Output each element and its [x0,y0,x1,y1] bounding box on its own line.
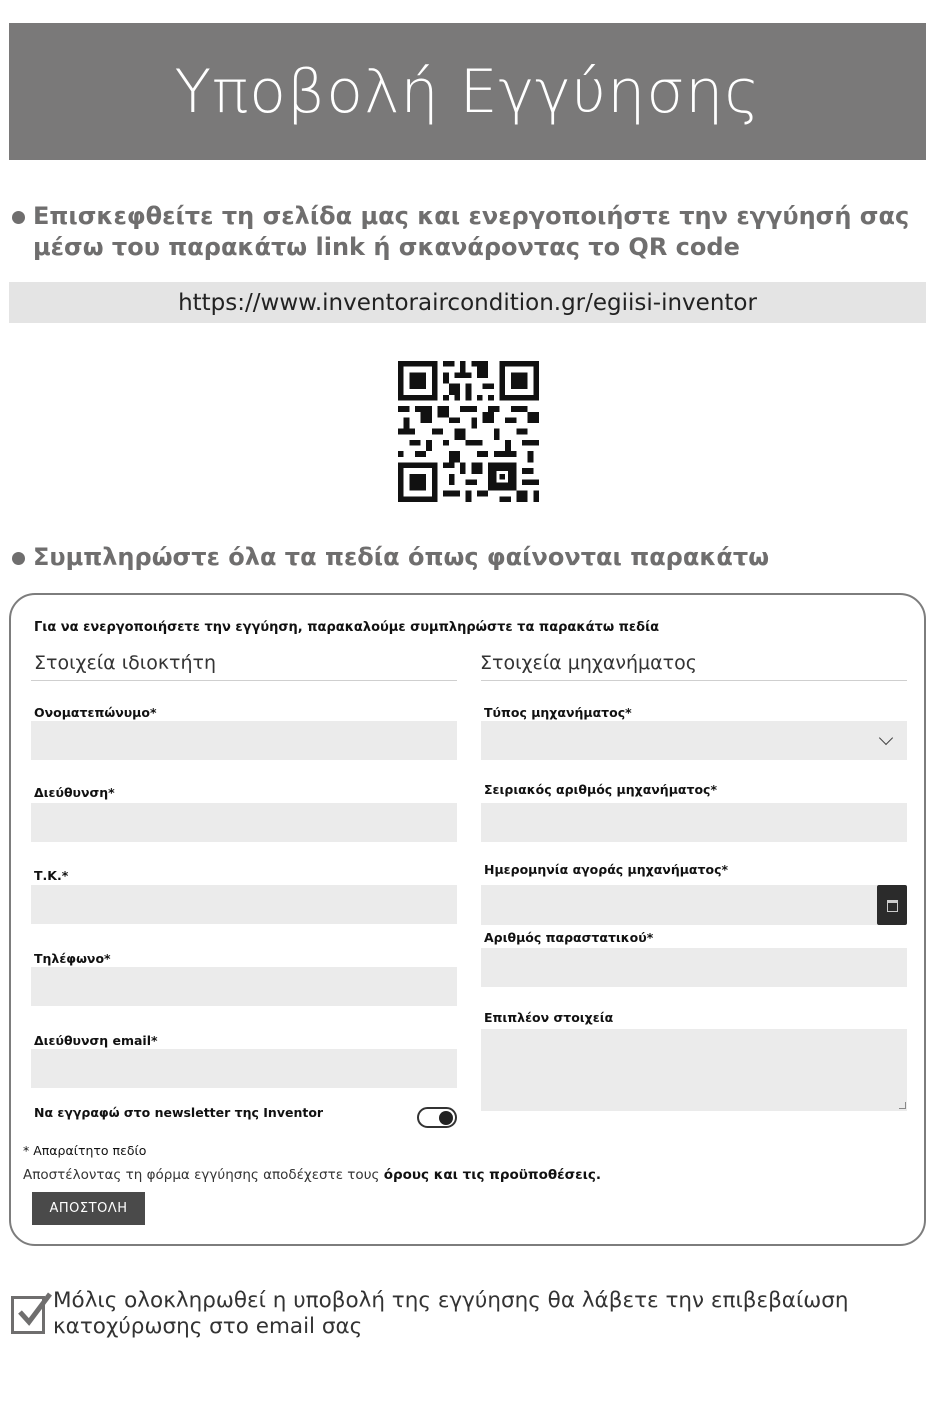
address-label: Διεύθυνση* [34,785,115,800]
purchase-date-input[interactable] [481,885,877,925]
terms-text [23,1167,601,1183]
machine-section-title: Στοιχεία μηχανήματος [480,652,697,674]
receipt-input[interactable] [481,948,907,987]
zip-input[interactable] [31,885,457,924]
name-input[interactable] [31,721,457,760]
instruction-fill-text: Συμπληρώστε όλα τα πεδία όπως φαίνονται παρακάτω [33,543,770,571]
chevron-down-icon [879,731,893,745]
address-input[interactable] [31,803,457,842]
newsletter-label: Να εγγραφώ στο newsletter της Inventor [34,1105,324,1120]
newsletter-toggle[interactable] [417,1107,457,1128]
machine-type-label: Τύπος μηχανήματος* [484,705,632,720]
bullet-icon [12,211,25,224]
qr-code-icon [398,361,539,502]
owner-section-title: Στοιχεία ιδιοκτήτη [34,652,217,674]
page-title: Υποβολή Εγγύησης [9,23,926,160]
zip-label: Τ.Κ.* [34,868,69,883]
email-input[interactable] [31,1049,457,1088]
terms-link[interactable]: όρους και τις προϋποθέσεις. [383,1167,602,1183]
receipt-label: Αριθμός παραστατικού* [484,930,654,945]
instruction-visit-text: Επισκεφθείτε τη σελίδα μας και ενεργοποιήστε την εγγύησή σας μέσω του παρακάτω link ή σκανάροντας το QR code [33,202,910,261]
email-label: Διεύθυνση email* [34,1033,158,1048]
name-label: Ονοματεπώνυμο* [34,705,157,720]
serial-label: Σειριακός αριθμός μηχανήματος* [484,782,718,797]
warranty-url[interactable]: https://www.inventoraircondition.gr/egiisi-inventor [9,282,926,323]
purchase-date-label: Ημερομηνία αγοράς μηχανήματος* [484,862,729,877]
form-intro: Για να ενεργοποιήσετε την εγγύηση, παρακαλούμε συμπληρώστε τα παρακάτω πεδία [34,620,660,635]
confirmation-text: Μόλις ολοκληρωθεί η υποβολή της εγγύησης θα λάβετε την επιβεβαίωση κατοχύρωσης στο email σας [53,1288,849,1339]
required-note: * Απαραίτητο πεδίο [23,1143,147,1158]
bullet-icon [12,552,25,565]
owner-section-divider [31,680,457,681]
phone-input[interactable] [31,967,457,1006]
machine-type-select[interactable] [481,721,907,760]
machine-section-divider [481,680,907,681]
instruction-fill [12,542,912,573]
checkbox-checked-icon [14,1290,54,1330]
instruction-visit [12,201,912,263]
toggle-knob [439,1111,453,1125]
serial-input[interactable] [481,803,907,842]
phone-label: Τηλέφωνο* [34,951,111,966]
calendar-icon[interactable] [877,885,907,925]
submit-button[interactable]: ΑΠΟΣΤΟΛΗ [32,1192,145,1225]
extra-label: Επιπλέον στοιχεία [484,1010,614,1025]
extra-textarea[interactable] [481,1029,907,1111]
terms-prefix: Αποστέλοντας τη φόρμα εγγύησης αποδέχεστε τους [23,1167,384,1183]
resize-handle-icon[interactable] [899,1102,906,1109]
